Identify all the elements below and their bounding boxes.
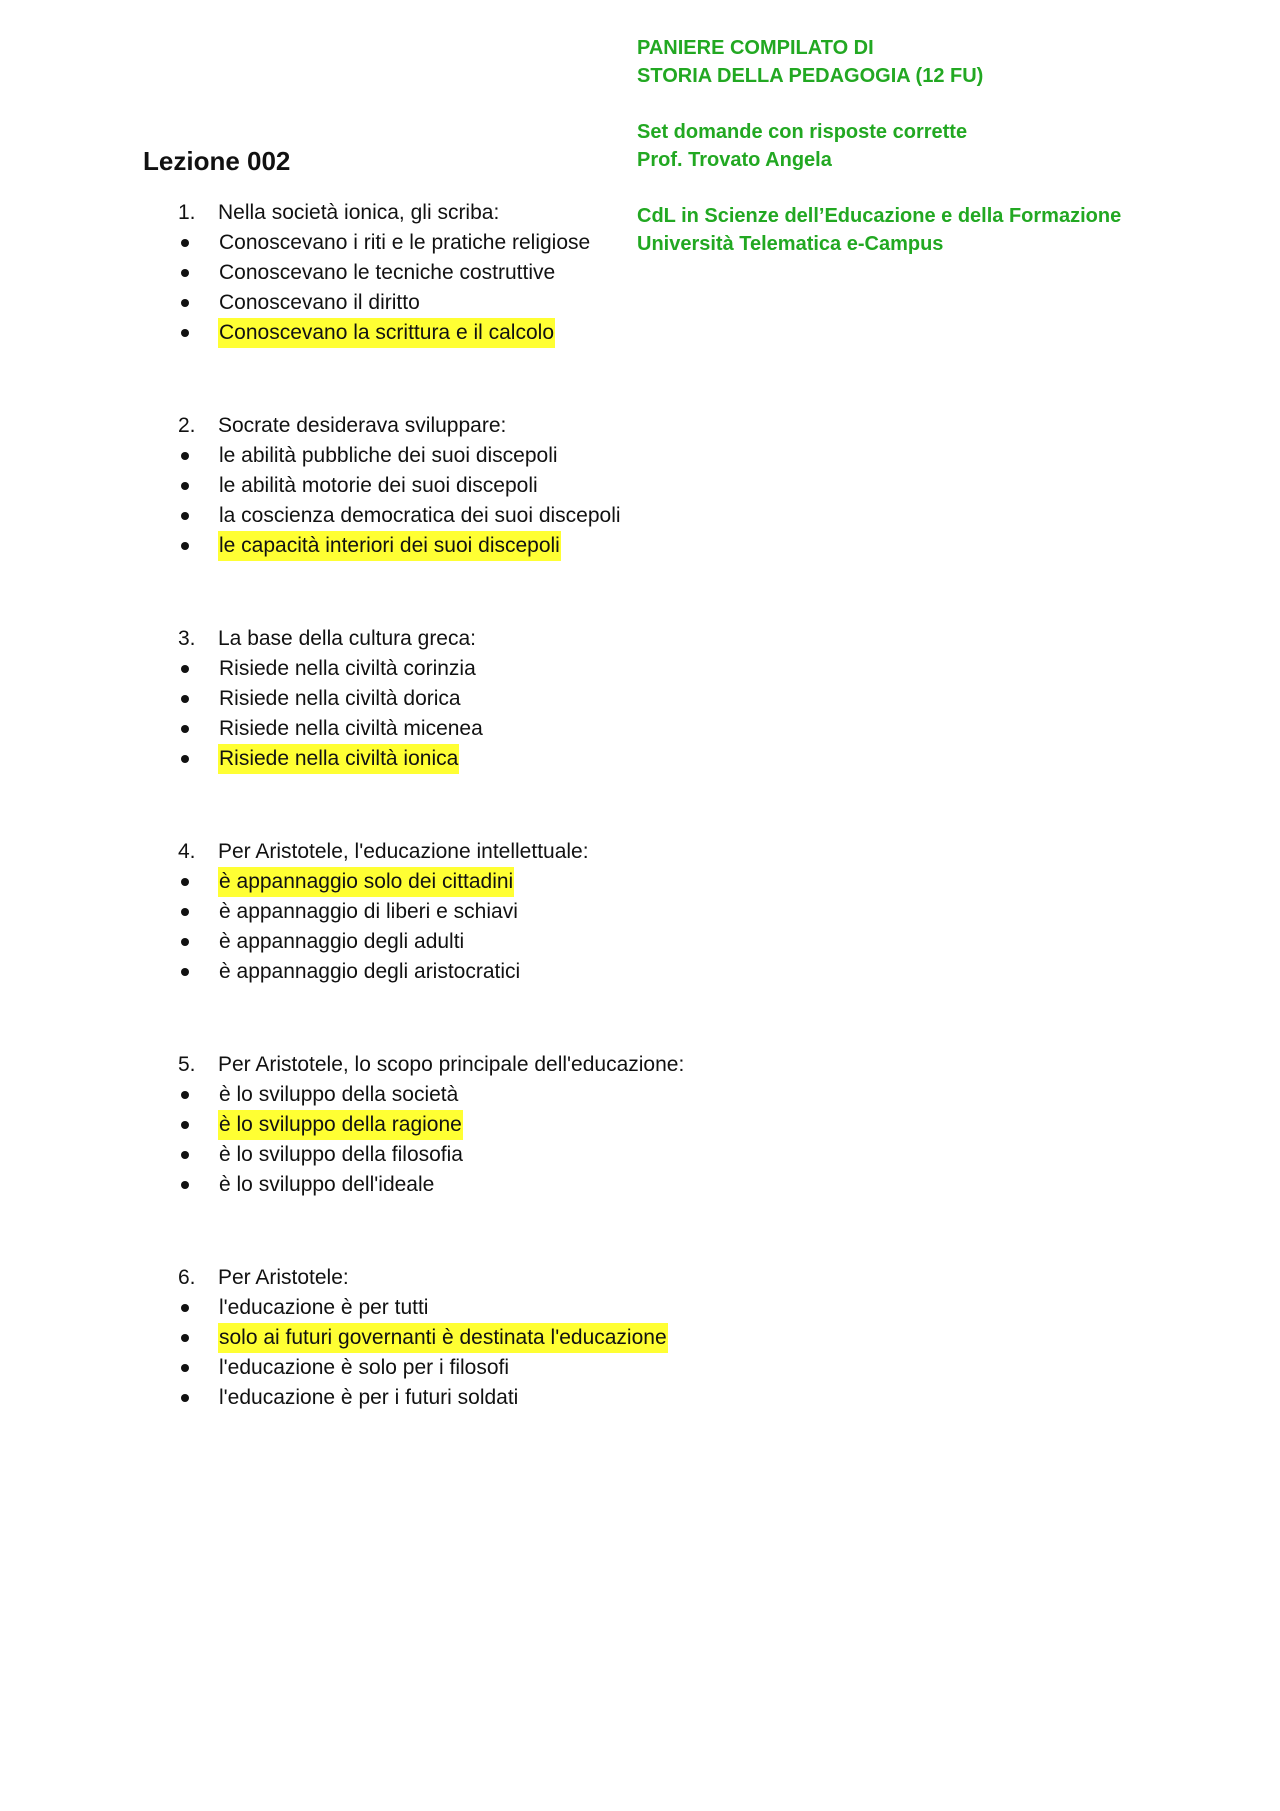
bullet-icon: [178, 1293, 218, 1323]
answer-text: è lo sviluppo dell'ideale: [219, 1173, 435, 1196]
correct-answer-text: le capacità interiori dei suoi discepoli: [218, 531, 561, 561]
question-text-row: [178, 1263, 898, 1293]
question-4: [178, 837, 898, 987]
answer-option: [178, 501, 898, 531]
question-text: Socrate desiderava sviluppare:: [218, 414, 507, 437]
question-text-row: [178, 624, 898, 654]
answer-option: [178, 1140, 898, 1170]
answer-option: [178, 258, 898, 288]
question-text-row: [178, 411, 898, 441]
answer-text: la coscienza democratica dei suoi discepoli: [219, 504, 621, 527]
bullet-icon: [178, 1110, 218, 1140]
header-line: Prof. Trovato Angela: [637, 149, 832, 171]
answer-option: [178, 471, 898, 501]
bullet-icon: [178, 684, 218, 714]
lesson-title: Lezione 002: [143, 146, 291, 176]
header-line: STORIA DELLA PEDAGOGIA (12 FU): [637, 65, 984, 87]
correct-answer-text: è appannaggio solo dei cittadini: [218, 867, 514, 897]
bullet-icon: [178, 897, 218, 927]
question-5: [178, 1050, 898, 1200]
bullet-icon: [178, 714, 218, 744]
answer-option: [178, 714, 898, 744]
correct-answer-text: è lo sviluppo della ragione: [218, 1110, 463, 1140]
answer-text: Risiede nella civiltà micenea: [219, 717, 483, 740]
answer-text: è appannaggio degli aristocratici: [219, 960, 521, 983]
answer-text: è appannaggio di liberi e schiavi: [219, 900, 518, 923]
bullet-icon: [178, 318, 218, 348]
answer-text: le abilità pubbliche dei suoi discepoli: [219, 444, 558, 467]
answer-text: Risiede nella civiltà dorica: [219, 687, 461, 710]
bullet-icon: [178, 471, 218, 501]
bullet-icon: [178, 258, 218, 288]
question-3: [178, 624, 898, 774]
answer-text: è lo sviluppo della filosofia: [219, 1143, 463, 1166]
answer-option-correct: [178, 318, 898, 348]
answer-text: Conoscevano il diritto: [219, 291, 420, 314]
bullet-icon: [178, 1383, 218, 1413]
question-text-row: [178, 198, 898, 228]
answer-text: l'educazione è solo per i filosofi: [219, 1356, 510, 1379]
header-line: CdL in Scienze dell’Educazione e della Formazione: [637, 205, 1122, 227]
answer-option: [178, 897, 898, 927]
header-line: PANIERE COMPILATO DI: [637, 37, 874, 59]
answer-option: [178, 957, 898, 987]
question-number: 5.: [178, 1053, 196, 1076]
bullet-icon: [178, 1170, 218, 1200]
answer-option: [178, 1080, 898, 1110]
answer-text: Conoscevano i riti e le pratiche religiose: [219, 231, 591, 254]
answer-option: [178, 1170, 898, 1200]
bullet-icon: [178, 531, 218, 561]
answer-text: è appannaggio degli adulti: [219, 930, 465, 953]
question-number: 6.: [178, 1266, 196, 1289]
answer-text: le abilità motorie dei suoi discepoli: [219, 474, 538, 497]
bullet-icon: [178, 867, 218, 897]
header-spacer: [637, 90, 1237, 118]
bullet-icon: [178, 1323, 218, 1353]
answer-option: [178, 1383, 898, 1413]
bullet-icon: [178, 288, 218, 318]
header-line: Set domande con risposte corrette: [637, 121, 968, 143]
answer-text: Conoscevano le tecniche costruttive: [219, 261, 556, 284]
question-text: La base della cultura greca:: [218, 627, 476, 650]
bullet-icon: [178, 927, 218, 957]
question-number: 1.: [178, 201, 196, 224]
bullet-icon: [178, 1080, 218, 1110]
bullet-icon: [178, 441, 218, 471]
answer-text: l'educazione è per i futuri soldati: [219, 1386, 519, 1409]
bullet-icon: [178, 228, 218, 258]
answer-option: [178, 654, 898, 684]
header-line: Università Telematica e-Campus: [637, 233, 944, 255]
bullet-icon: [178, 654, 218, 684]
question-6: [178, 1263, 898, 1413]
question-number: 3.: [178, 627, 196, 650]
question-text: Nella società ionica, gli scriba:: [218, 201, 500, 224]
question-text: Per Aristotele, l'educazione intellettuale:: [218, 840, 589, 863]
answer-option-correct: [178, 744, 898, 774]
question-text-row: [178, 837, 898, 867]
bullet-icon: [178, 744, 218, 774]
answer-option: [178, 1293, 898, 1323]
answer-option-correct: [178, 1323, 898, 1353]
answer-option: [178, 228, 898, 258]
correct-answer-text: solo ai futuri governanti è destinata l'educazione: [218, 1323, 668, 1353]
answer-option: [178, 288, 898, 318]
bullet-icon: [178, 957, 218, 987]
answer-option: [178, 1353, 898, 1383]
answer-option: [178, 684, 898, 714]
answer-text: è lo sviluppo della società: [219, 1083, 459, 1106]
answer-option-correct: [178, 531, 898, 561]
bullet-icon: [178, 1353, 218, 1383]
answer-option-correct: [178, 867, 898, 897]
bullet-icon: [178, 501, 218, 531]
answer-option: [178, 441, 898, 471]
question-text: Per Aristotele:: [218, 1266, 349, 1289]
question-number: 2.: [178, 414, 196, 437]
question-text: Per Aristotele, lo scopo principale dell'educazione:: [218, 1053, 685, 1076]
question-1: [178, 198, 898, 348]
answer-text: Risiede nella civiltà corinzia: [219, 657, 476, 680]
question-text-row: [178, 1050, 898, 1080]
correct-answer-text: Risiede nella civiltà ionica: [218, 744, 459, 774]
answer-option-correct: [178, 1110, 898, 1140]
answer-text: l'educazione è per tutti: [219, 1296, 429, 1319]
answer-option: [178, 927, 898, 957]
question-number: 4.: [178, 840, 196, 863]
bullet-icon: [178, 1140, 218, 1170]
correct-answer-text: Conoscevano la scrittura e il calcolo: [218, 318, 555, 348]
question-2: [178, 411, 898, 561]
